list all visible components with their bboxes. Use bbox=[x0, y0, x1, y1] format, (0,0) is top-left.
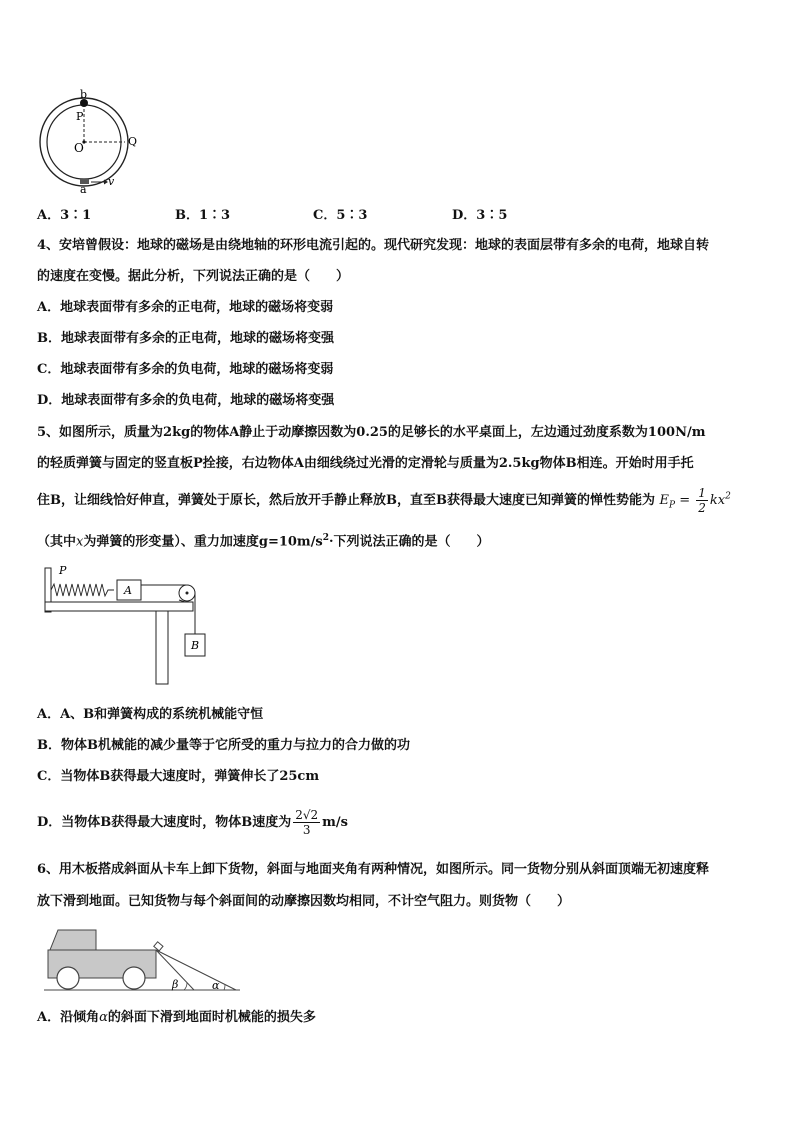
q6-stem-line2: 放下滑到地面。已知货物与每个斜面间的动摩擦因数均相同，不计空气阻力。则货物（ ） bbox=[37, 894, 571, 909]
q4-option-b: B．地球表面带有多余的正电荷，地球的磁场将变强 bbox=[37, 331, 334, 346]
q3-option-a: A．3∶1 bbox=[37, 208, 92, 223]
label-O: O bbox=[74, 141, 84, 155]
label-B: B bbox=[191, 639, 200, 652]
rear-wheel bbox=[123, 967, 145, 989]
angle-alpha-arc bbox=[224, 985, 225, 991]
label-beta: β bbox=[172, 978, 179, 991]
gentle-ramp bbox=[156, 950, 236, 990]
q3-option-d: D．3∶5 bbox=[452, 208, 508, 223]
table-top bbox=[45, 602, 193, 611]
q5-option-a: A．A、B和弹簧构成的系统机械能守恒 bbox=[37, 707, 264, 722]
table-leg bbox=[156, 611, 168, 684]
q4-option-a: A．地球表面带有多余的正电荷，地球的磁场将变弱 bbox=[37, 300, 334, 315]
label-a: a bbox=[80, 183, 87, 194]
truck-cab bbox=[50, 930, 96, 950]
label-alpha: α bbox=[212, 979, 220, 992]
label-P: P bbox=[76, 110, 84, 123]
q4-stem-line1: 4、安培曾假设：地球的磁场是由绕地轴的环形电流引起的。现代研究发现：地球的表面层带有多余的电荷，地球自转 bbox=[37, 238, 710, 253]
spring-pulley-figure bbox=[38, 562, 218, 688]
q4-option-d: D．地球表面带有多余的负电荷，地球的磁场将变强 bbox=[37, 393, 335, 408]
q3-option-c: C．5∶3 bbox=[313, 208, 368, 223]
elastic-energy-formula: $E_P$ = $\frac{1}{2}$ $kx^2$ bbox=[659, 486, 731, 515]
q5-stem-line1: 5、如图所示，质量为2kg的物体A静止于动摩擦因数为0.25的足够长的水平桌面上，左边通过劲度系数为100N/m bbox=[37, 425, 706, 440]
velocity-fraction: $\frac{2√2}{3}$ bbox=[295, 808, 319, 837]
q5-option-c: C．当物体B获得最大速度时，弹簧伸长了25cm bbox=[37, 769, 320, 784]
label-P: P bbox=[59, 564, 67, 577]
q6-stem-line1: 6、用木板搭成斜面从卡车上卸下货物，斜面与地面夹角有两种情况，如图所示。同一货物分别从斜面顶端无初速度释 bbox=[37, 862, 710, 877]
label-b: b bbox=[80, 88, 88, 101]
q3-option-b: B．1∶3 bbox=[175, 208, 231, 223]
q5-stem-line4: （其中x为弹簧的形变量）、重力加速度$g=10m/s^2\cdot$下列说法正确的是（ ） bbox=[37, 533, 490, 550]
label-A: A bbox=[124, 584, 132, 597]
q5-option-b: B．物体B机械能的减少量等于它所受的重力与拉力的合力做的功 bbox=[37, 738, 410, 753]
angle-beta-arc bbox=[184, 983, 187, 990]
q5-stem-line2: 的轻质弹簧与固定的竖直板P拴接，右边物体A由细线绕过光滑的定滑轮与质量为2.5kg物体B相连。开始时用手托 bbox=[37, 456, 694, 471]
q4-stem-line2: 的速度在变慢。据此分析，下列说法正确的是（ ） bbox=[37, 269, 350, 284]
truck-ramp-figure bbox=[44, 922, 244, 996]
label-Q: Q bbox=[128, 135, 138, 148]
q5-line3-text: 住B，让细线恰好伸直，弹簧处于原长，然后放开手静止释放B，直至B获得最大速度已知弹簧的惮性势能为 bbox=[37, 493, 655, 508]
circular-track-figure bbox=[36, 86, 146, 194]
label-v: v bbox=[108, 175, 115, 188]
q4-option-c: C．地球表面带有多余的负电荷，地球的磁场将变弱 bbox=[37, 362, 334, 377]
front-wheel bbox=[57, 967, 79, 989]
spring bbox=[51, 584, 114, 596]
q5-stem-line3 bbox=[37, 486, 731, 515]
q6-option-a: A．沿倾角α的斜面下滑到地面时机械能的损失多 bbox=[37, 1010, 316, 1025]
q5-option-d: D．当物体B获得最大速度时，物体B速度为 $\frac{2√2}{3}$ m/s bbox=[37, 808, 348, 837]
